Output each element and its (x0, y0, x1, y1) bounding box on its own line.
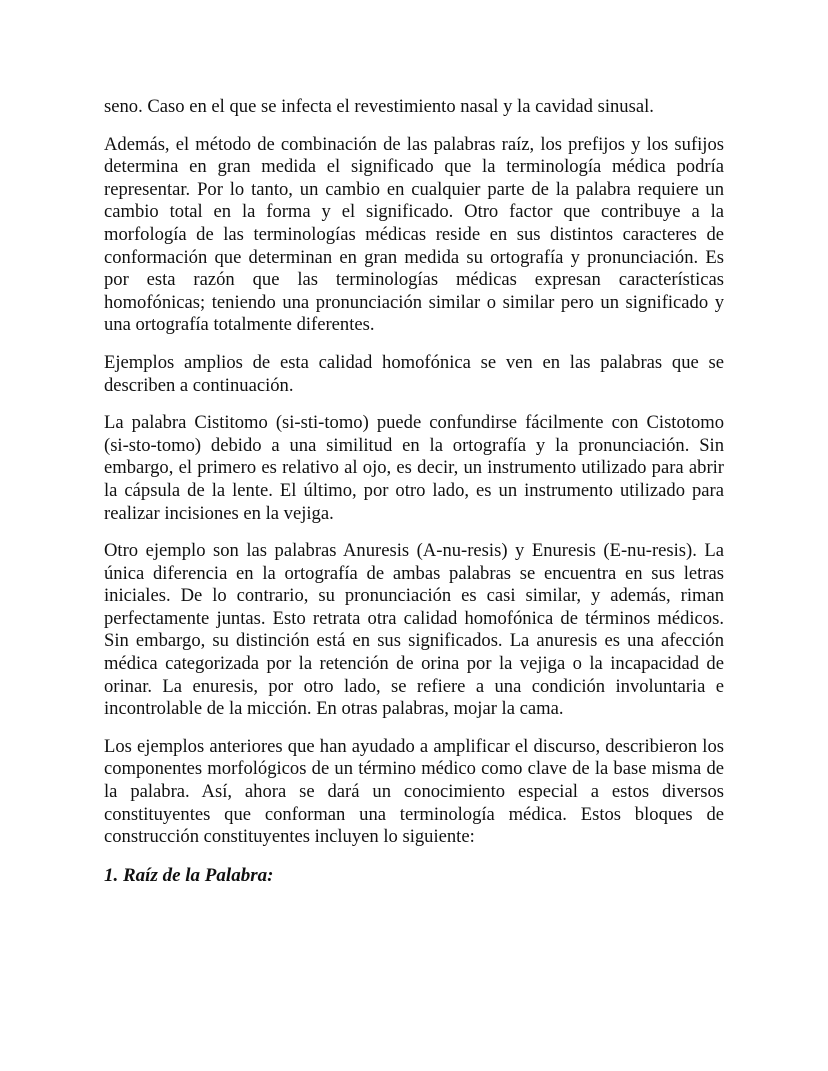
paragraph-sinus-continuation: seno. Caso en el que se infecta el revestimiento nasal y la cavidad sinusal. (104, 96, 654, 117)
document-page (104, 96, 724, 888)
paragraph-cistitomo-example: La palabra Cistitomo (si-sti-tomo) puede confundirse fácilmente con Cistotomo (si-sto-tomo) debido a una similitud en la ortografía y la pronunciación. Sin embargo, el primero es relativo al ojo, es decir, un instrumento utilizado para abrir la cápsula de la lente. El último, por otro lado, es un instrumento utilizado para realizar incisiones en la vejiga. (104, 412, 724, 524)
paragraph-homophonic-intro: Ejemplos amplios de esta calidad homofónica se ven en las palabras que se describen a continuación. (104, 351, 724, 396)
section-heading-word-root: 1. Raíz de la Palabra: (104, 864, 274, 886)
paragraph-word-combination: Además, el método de combinación de las palabras raíz, los prefijos y los sufijos determina en gran medida el significado que la terminología médica podría representar. Por lo tanto, un cambio en cualquier parte de la palabra requiere un cambio total en la forma y el significado. Otro factor que contribuye a la morfología de las terminologías médicas reside en sus distintos caracteres de conformación que determinan en gran medida su ortografía y pronunciación. Es por esta razón que las terminologías médicas expresan características homofónicas; teniendo una pronunciación similar o similar pero un significado y una ortografía totalmente diferentes. (104, 133, 724, 336)
paragraph-building-blocks: Los ejemplos anteriores que han ayudado a amplificar el discurso, describieron los componentes morfológicos de un término médico como clave de la base misma de la palabra. Así, ahora se dará un conocimiento especial a estos diversos constituyentes que conforman una terminología médica. Estos bloques de construcción constituyentes incluyen lo siguiente: (104, 735, 724, 848)
paragraph-anuresis-example: Otro ejemplo son las palabras Anuresis (A-nu-resis) y Enuresis (E-nu-resis). La única diferencia en la ortografía de ambas palabras se encuentra en sus letras iniciales. De lo contrario, su pronunciación es casi similar, y además, riman perfectamente juntas. Esto retrata otra calidad homofónica de términos médicos. Sin embargo, su distinción está en sus significados. La anuresis es una afección médica categorizada por la retención de orina por la vejiga o la incapacidad de orinar. La enuresis, por otro lado, se refiere a una condición involuntaria e incontrolable de la micción. En otras palabras, mojar la cama. (104, 540, 724, 720)
